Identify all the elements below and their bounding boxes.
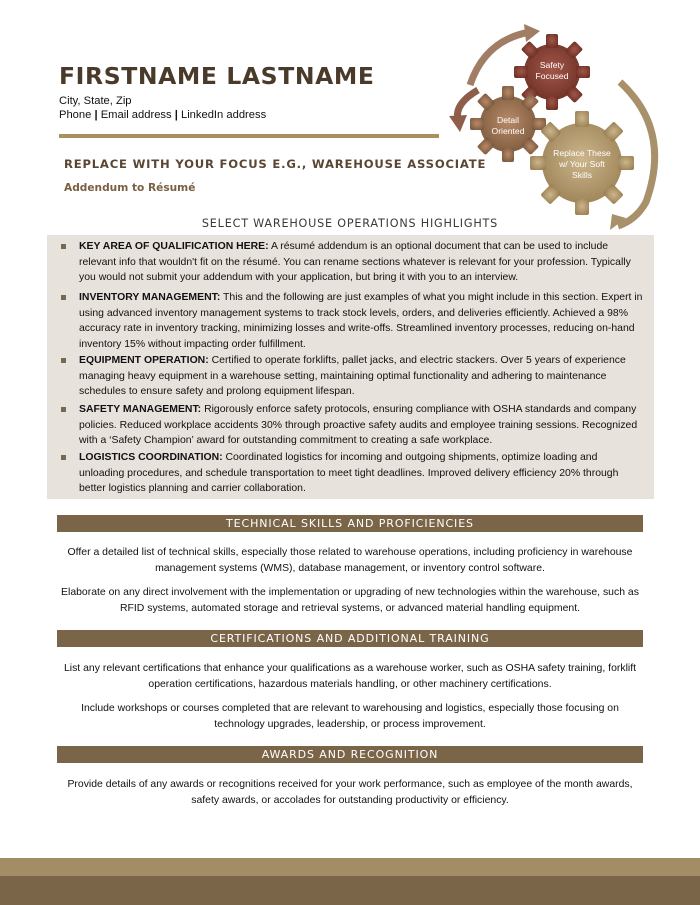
section-header-certifications: CERTIFICATIONS AND ADDITIONAL TRAINING xyxy=(57,630,643,647)
highlight-label: SAFETY MANAGEMENT: xyxy=(79,404,202,415)
footer-band-light xyxy=(0,858,700,876)
technical-paragraph-1: Offer a detailed list of technical skills, especially those related to warehouse operations, including proficiency in warehouse management systems (WMS), database management, or inventory control software. xyxy=(67,547,633,574)
highlight-text: This and the following are just examples of what you might include in this section. Expert in using advanced inventory management systems to track stock levels, orders, and deliveries efficiently. Achieved a 98% accuracy rate in inventory tracking, minimizing losses and write-offs. Streamlined inventory processes, reducing on-hand inventory 15% without impacting order fulfillment. xyxy=(79,292,643,350)
gear-safety-label-1: Safety xyxy=(539,60,565,70)
technical-paragraph-2: Elaborate on any direct involvement with the implementation or upgrading of new technologies within the warehouse, such as RFID systems, automated storage and retrieval systems, or advanced material handling equipment. xyxy=(61,587,639,614)
focus-title: REPLACE WITH YOUR FOCUS E.G., WAREHOUSE ASSOCIATE xyxy=(64,157,487,171)
gear-detail-oriented xyxy=(470,86,546,162)
highlight-item xyxy=(79,353,645,400)
highlight-text: Certified to operate forklifts, pallet jacks, and electric stackers. Over 5 years of experience managing heavy equipment in a warehouse setting, maintaining optimal functionality and adhering to maintenance schedules to ensure safety and prolong equipment lifespan. xyxy=(79,355,626,398)
awards-paragraph-1: Provide details of any awards or recognitions received for your work performance, such as employee of the month awards, safety awards, or accolades for outstanding productivity or efficiency. xyxy=(67,779,633,806)
candidate-name: FIRSTNAME LASTNAME xyxy=(59,62,375,90)
highlight-text: Coordinated logistics for incoming and outgoing shipments, optimize loading and unloading procedures, and schedule transportation to meet tight deadlines. Improved delivery efficiency 20% through better logistics planning and carrier collaboration. xyxy=(79,452,619,495)
certifications-paragraph-1: List any relevant certifications that enhance your qualifications as a warehouse worker, such as OSHA safety training, forklift operation certifications, hazardous materials handling, or other machinery certifications. xyxy=(63,663,637,690)
section-header-technical: TECHNICAL SKILLS AND PROFICIENCIES xyxy=(57,515,643,532)
highlights-title: SELECT WAREHOUSE OPERATIONS HIGHLIGHTS xyxy=(201,217,499,230)
contact-line xyxy=(59,109,266,121)
gear-detail-label-2: Oriented xyxy=(491,126,525,136)
gear-soft-label-1: Replace These xyxy=(553,148,611,158)
bullet-square xyxy=(61,407,66,412)
gear-soft-label-2: w/ Your Soft xyxy=(559,159,605,169)
highlight-label: LOGISTICS COORDINATION: xyxy=(79,452,223,463)
highlight-text: Rigorously enforce safety protocols, ensuring compliance with OSHA standards and company policies. Reduced workplace accidents 30% through proactive safety audits and employee training sessions. Recognized with a ‘Safety Champion’ award for outstanding commitment to creating a safe workplace. xyxy=(79,404,638,447)
footer-band-dark xyxy=(0,876,700,905)
highlight-item xyxy=(79,450,645,497)
gear-safety-label-2: Focused xyxy=(535,71,569,81)
contact-email: Email address xyxy=(100,109,172,121)
highlight-label: KEY AREA OF QUALIFICATION HERE: xyxy=(79,241,269,252)
highlight-text: A résumé addendum is an optional document that can be used to include relevant info that wouldn't fit on the résumé. You can rename sections whatever is relevant for your profession. Typically you would not submit your addendum with your application, but bring it with you to an interview. xyxy=(79,241,631,284)
soft-skills-gears-graphic xyxy=(440,20,680,230)
addendum-label: Addendum to Résumé xyxy=(64,182,196,194)
contact-separator: | xyxy=(174,109,178,121)
gear-soft-label-3: Skills xyxy=(571,170,593,180)
highlight-item xyxy=(79,402,645,449)
bullet-square xyxy=(61,244,66,249)
highlight-item xyxy=(79,290,645,352)
contact-location: City, State, Zip xyxy=(59,95,132,107)
highlight-item xyxy=(79,239,645,286)
certifications-paragraph-2: Include workshops or courses completed that are relevant to warehousing and logistics, especially those focusing on technology upgrades, leadership, or process improvement. xyxy=(81,703,619,730)
highlight-label: INVENTORY MANAGEMENT: xyxy=(79,292,221,303)
bullet-square xyxy=(61,358,66,363)
header-divider xyxy=(59,134,439,138)
contact-phone: Phone xyxy=(59,109,92,121)
contact-separator: | xyxy=(94,109,98,121)
contact-linkedin: LinkedIn address xyxy=(180,109,267,121)
gear-soft-skills xyxy=(530,111,634,215)
bullet-square xyxy=(61,295,66,300)
bullet-square xyxy=(61,455,66,460)
section-header-awards: AWARDS AND RECOGNITION xyxy=(57,746,643,763)
highlight-label: EQUIPMENT OPERATION: xyxy=(79,355,209,366)
gear-detail-label-1: Detail xyxy=(497,115,519,125)
